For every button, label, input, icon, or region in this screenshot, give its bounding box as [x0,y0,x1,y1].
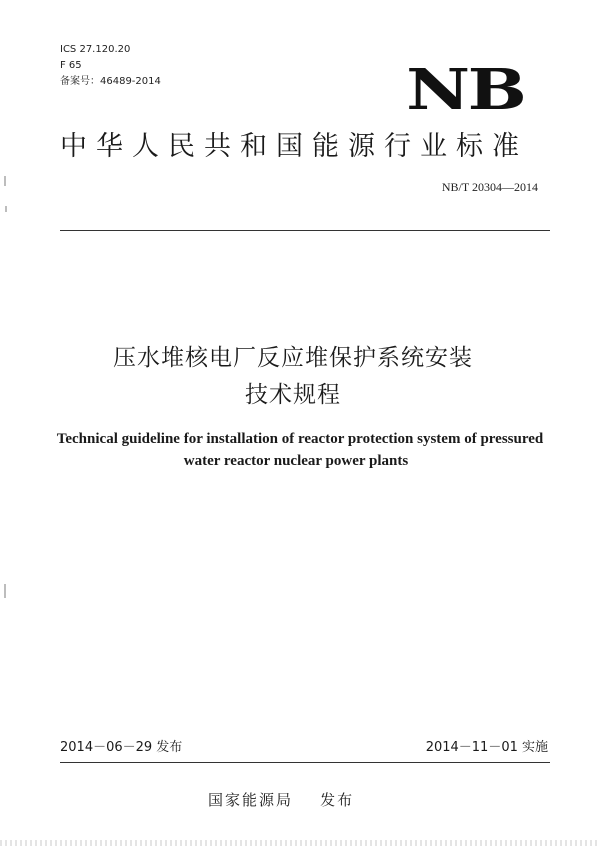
top-divider [60,230,550,231]
english-title-line-1: Technical guideline for installation of reactor protection system of pressured [56,431,544,447]
english-title-line-2: water reactor nuclear power plants [183,453,409,469]
scan-speck [5,206,7,212]
chinese-title-line-2: 技术规程 [245,382,341,408]
scan-speck [4,176,6,186]
ics-code: ICS 27.120.20 [60,44,131,55]
nb-logo [400,58,530,122]
issue-date: 2014－06－29 发布 [60,740,183,755]
standard-type-heading: 中华人民共和国能源行业标准 [60,131,528,162]
classification-code: F 65 [60,60,82,71]
standard-number: NB/T 20304—2014 [441,180,538,194]
bottom-divider [60,762,550,763]
scan-edge-artifact [0,840,600,846]
scan-speck [4,584,6,598]
record-number: 备案号：46489-2014 [60,76,161,87]
nb-logo-text: NB [405,57,525,123]
implementation-date: 2014－11－01 实施 [425,740,548,755]
chinese-title-line-1: 压水堆核电厂反应堆保护系统安装 [113,345,473,371]
publisher-line: 国家能源局 发布 [208,791,355,809]
